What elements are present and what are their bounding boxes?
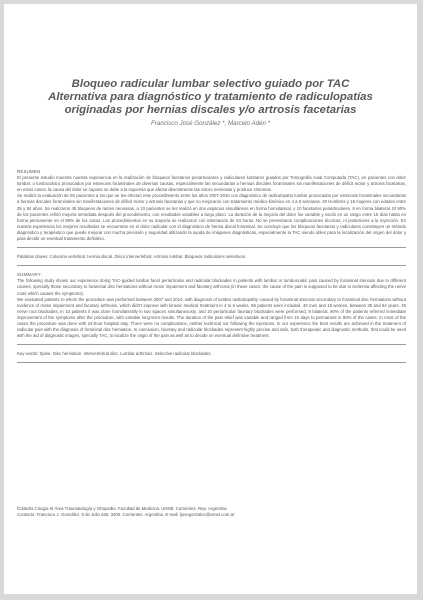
title-line-2: Alternativa para diagnóstico y tratamiento de radiculopatías <box>48 91 373 103</box>
summary-heading: SUMMARY: <box>17 272 42 278</box>
resumen-paragraph-1: El presente estudio muestra nuestra experiencia en la realización de bloqueos facetarios periarticulares y radiculares lumbares guiados por Tomografía Axial Computada (TAC), en pacientes con dolor lumbar, o lumbociático provocados por estenosis foraminales de diversas causas, especialmente las secundarias a hernias discales foraminales sin manifestaciones de déficit motor y artrosis facetarias, en estos casos, la causa del dolor se supone se debe a la isquemia que afecta directamente las raíces nerviosas y produce síntomas. <box>17 175 406 193</box>
paper-page <box>4 4 417 594</box>
affiliation: fCátedra Cirugía III Área Traumatología y Ortopedia. Facultad de Medicina. UNNE. Corrientes. Rep. Argentina <box>17 506 227 511</box>
divider <box>17 265 406 266</box>
divider <box>17 362 406 363</box>
abstract-section <box>17 169 406 369</box>
resumen-heading: RESUMEN <box>17 169 41 174</box>
footnote <box>17 506 406 519</box>
summary-paragraph-2: We evaluated patients to whom the procedure was performed between 2007 and 2010, with diagnosis of lumbar radiculopathy caused by foraminal stenosis secondary to foraminal disc herniations without evidence of motor impairment and facetary arthrosis, which didn't improve with kinesic medical treatment in 4 to 6 weeks. 55 patients were included, 40 men and 15 women, between 35 and 84 years. 45 nerve root blockades, in 10 patients it was done homolaterally in two spaces simultaneously, and 10 periarticular facetary blockades were performed, 8 bilateral. 90% of the patients referred immediate improvement of the symptoms after the procedure, with variable long-term results. The duration of the pain relief was variable and ranged from 15 days to permanent in 80% of the cases. In most of the cases the procedure was done with 24-hour hospital stay. There were no complications, neither technical nor following the injections. In our experience the best results are achieved in the treatment of radicular pain with the diagnosis of foraminal disc herniation. In conclusion, facetary and radicular blockades represent highly precise and safe, both therapeutic and diagnostic methods, that could be used with the aid of diagnostic images, specially TAC, to localize the origin of the pain as well as to decide on eventual definitive treatment. <box>17 296 406 339</box>
divider <box>17 247 406 248</box>
resumen-keywords: Palabras claves: Columna vertebral. Hernia discal. Disco intervertebral. Artrosis lumbar. Bloqueos radiculares selectivos. <box>17 254 247 260</box>
summary-keywords: Key words: Spine. Disc herniation. Intervertebral disc. Lumbar arthrosis. Selective radicular blockades. <box>17 351 212 357</box>
article-title <box>44 78 377 117</box>
divider <box>17 344 406 345</box>
contact: Contacto: Francisco J. González. 8 de Julio 625. 3400. Corrientes. Argentina. E-mail: ljosegonzalez@arnet.com.ar <box>17 512 235 518</box>
authors: Francisco José González *, Marcelo Adén * <box>150 120 271 127</box>
title-line-1: Bloqueo radicular lumbar selectivo guiado por TAC <box>71 78 350 90</box>
summary-paragraph-1: The following study shows our experience doing TAC-guided lumbar facet periarticular and radicular blockades in patients with lumbar or lumbosciatic pain caused by foraminal stenosis due to different causes, specially those secondary to foraminal disc herniations without motor impairment and facetary arthrosis (in these cases, the cause of the pain is supposed to be due to ischemia affecting the nerve roots which causes the symptoms). <box>17 278 406 296</box>
title-line-3: originadas por hernias discales y/o artrosis facetarias <box>64 104 357 116</box>
resumen-paragraph-2: Se realizó la evaluación de 55 pacientes a los que se les efectuó este procedimiento entre los años 2007-2010 con diagnóstico de radiculopatía lumbar provocados por estenosis foraminales secundarias a hernias discales foraminales sin manifestaciones de déficit motor y artrosis facetarias y que no mejoraron con tratamiento médico-kinésico en 4 a 6 semanas. 40 Hombres y 15 mujeres con edades entre 35 y 84 años. Se realizaron 45 bloqueos de raíces nerviosas, a 10 pacientes se les realizó en dos espacios simultáneos en forma homolateral, y 10 facetarios periarticulares, 8 en forma bilateral. El 90% de los pacientes refirió mejoría inmediata después del procedimiento, con resultados variables a largo plazo. La duración de la mejoría del dolor fue variable y osciló en un rango entre 15 días hasta en forma permanente en el 80% de los casos. Los procedimientos en su mayoría se realizaron con internación de 24 horas. No se presentaron complicaciones técnicas, ni posteriores a la inyección. En nuestra experiencia los mejores resultados se encuentran en el dolor radicular con el diagnóstico de hernia discal foraminal. Se concluye que los bloqueos facetarios y radiculares constituyen un método diagnóstico y terapéutico que puede mejorar con mucha precisión y seguridad utilizando la ayuda de imágenes diagnósticas, especialmente la TAC siendo útiles para la localización del origen del dolor y para decidir un eventual tratamiento definitivo. <box>17 193 406 242</box>
